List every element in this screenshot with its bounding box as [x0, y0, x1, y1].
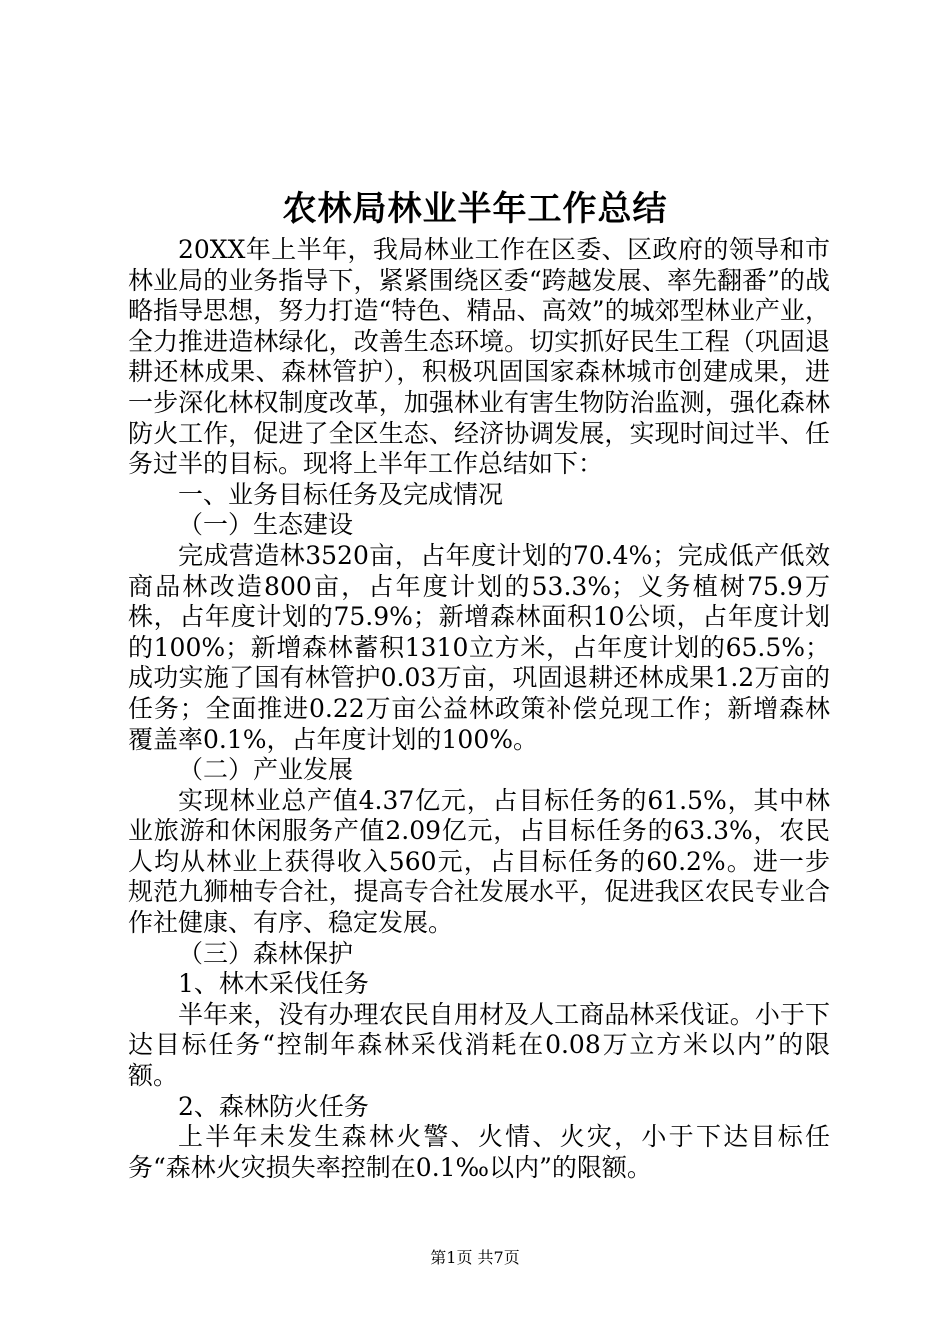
- item-heading-fire-prevention: 2、森林防火任务: [178, 1091, 369, 1121]
- ecology-paragraph: 完成营造林3520亩，占年度计划的70.4%；完成低产低效商品林改造800亩，占年度计划的53.3%；义务植树75.9万株，占年度计划的75.9%；新增森林面积10公顷，占年度计划的100%；新增森林蓄积1310立方米，占年度计划的65.5%；成功实施了国有林管护0.03万亩，巩固退耕还林成果1.2万亩的任务；全面推进0.22万亩公益林政策补偿兑现工作；新增森林覆盖率0.1%，占年度计划的100%。: [128, 540, 830, 754]
- document-title: 农林局林业半年工作总结: [282, 189, 668, 229]
- subsection-heading-industry: （二）产业发展: [178, 755, 354, 785]
- item-heading-logging: 1、林木采伐任务: [178, 969, 369, 999]
- page-number-footer: 第1页 共7页: [430, 1248, 520, 1267]
- subsection-heading-ecology: （一）生态建设: [178, 510, 354, 540]
- subsection-heading-forest-protection: （三）森林保护: [178, 938, 354, 968]
- document-body: [128, 235, 830, 1183]
- industry-paragraph: 实现林业总产值4.37亿元，占目标任务的61.5%，其中林业旅游和休闲服务产值2.09亿元，占目标任务的63.3%，农民人均从林业上获得收入560元，占目标任务的60.2%。进一步规范九狮柚专合社，提高专合社发展水平，促进我区农民专业合作社健康、有序、稳定发展。: [128, 785, 830, 938]
- section-heading-business-targets: 一、业务目标任务及完成情况: [178, 479, 504, 509]
- fire-prevention-paragraph: 上半年未发生森林火警、火情、火灾，小于下达目标任务“森林火灾损失率控制在0.1‰以内”的限额。: [128, 1122, 830, 1182]
- logging-paragraph: 半年来，没有办理农民自用材及人工商品林采伐证。小于下达目标任务“控制年森林采伐消耗在0.08万立方米以内”的限额。: [128, 999, 830, 1091]
- intro-paragraph: 20XX年上半年，我局林业工作在区委、区政府的领导和市林业局的业务指导下，紧紧围绕区委“跨越发展、率先翻番”的战略指导思想，努力打造“特色、精品、高效”的城郊型林业产业，全力推进造林绿化，改善生态环境。切实抓好民生工程（巩固退耕还林成果、森林管护），积极巩固国家森林城市创建成果，进一步深化林权制度改革，加强林业有害生物防治监测，强化森林防火工作，促进了全区生态、经济协调发展，实现时间过半、任务过半的目标。现将上半年工作总结如下：: [128, 235, 830, 479]
